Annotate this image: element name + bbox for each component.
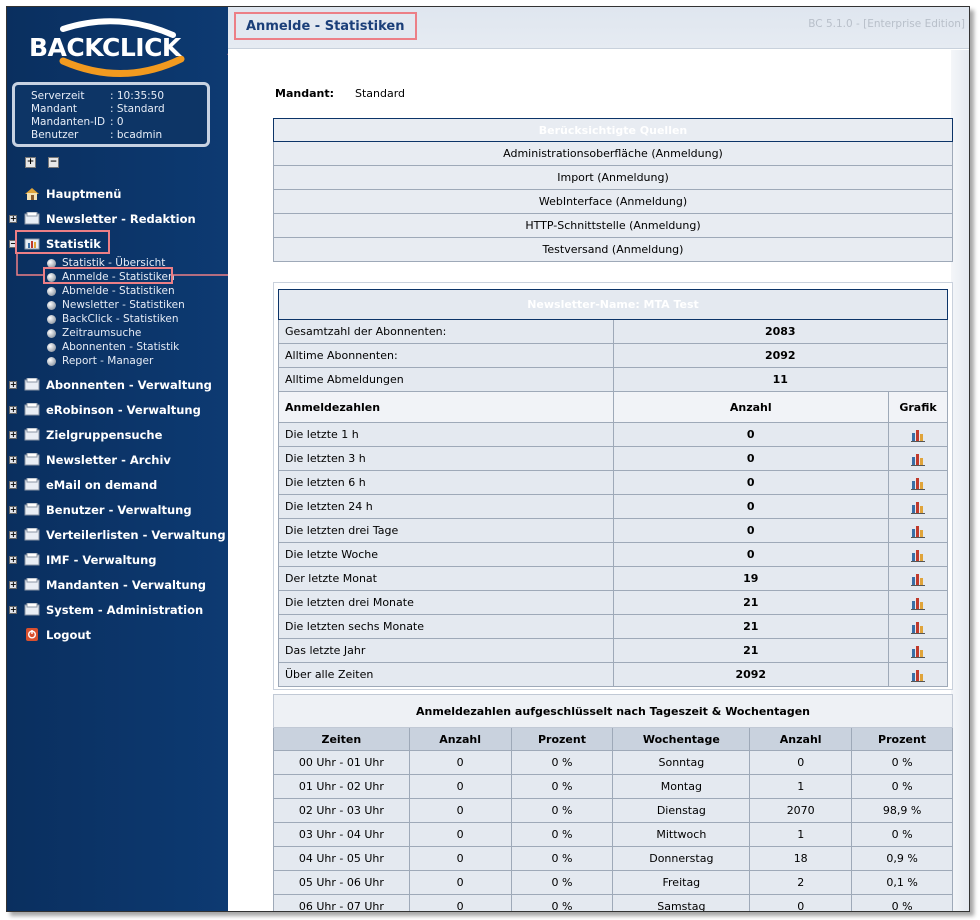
- chart-cell: [889, 519, 948, 543]
- anzahl-cell: 0: [409, 775, 511, 799]
- table-row: [274, 823, 953, 847]
- prozent-cell: 0 %: [511, 895, 613, 913]
- prozent-cell: 0 %: [511, 751, 613, 775]
- row-label: Der letzte Monat: [279, 567, 614, 591]
- nav-mandanten-verwaltung[interactable]: + Mandanten - Verwaltung: [10, 577, 207, 592]
- nav-erobinson-verwaltung[interactable]: + eRobinson - Verwaltung: [10, 402, 201, 417]
- mandant-info: [275, 87, 405, 100]
- table-row: [274, 871, 953, 895]
- bar-chart-icon[interactable]: [910, 500, 926, 514]
- nav-zielgruppensuche[interactable]: + Zielgruppensuche: [10, 427, 163, 442]
- prozent-cell: 0 %: [852, 823, 953, 847]
- anzahl-cell: 0: [409, 895, 511, 913]
- row-value: 21: [613, 615, 889, 639]
- main-content: [228, 7, 970, 912]
- zeit-cell: 02 Uhr - 03 Uhr: [274, 799, 410, 823]
- zeit-cell: 01 Uhr - 02 Uhr: [274, 775, 410, 799]
- row-label: Die letzten sechs Monate: [279, 615, 614, 639]
- tageszeit-title: Anmeldezahlen aufgeschlüsselt nach Tageszeit & Wochentagen: [274, 695, 953, 728]
- quellen-row: WebInterface (Anmeldung): [274, 190, 953, 214]
- folder-icon: [24, 528, 40, 541]
- col-header-grafik: Grafik: [889, 392, 948, 423]
- info-row-mandanten-id: Mandanten-ID : 0: [31, 116, 124, 128]
- statistik-submenu: [7, 256, 228, 368]
- table-row: [279, 663, 948, 687]
- newsletter-table: [278, 289, 948, 687]
- sidebar: [7, 7, 228, 912]
- top-bar: [228, 7, 970, 49]
- anzahl-cell: 0: [750, 895, 852, 913]
- tree-controls: [25, 157, 59, 168]
- folder-icon: [24, 403, 40, 416]
- tageszeit-rows: [274, 751, 953, 913]
- sub-zeitraumsuche[interactable]: Zeitraumsuche: [7, 326, 228, 340]
- row-value: 0: [613, 447, 889, 471]
- backclick-logo: [23, 17, 203, 79]
- nav-statistik[interactable]: − Statistik: [10, 236, 101, 251]
- col-header-anzahl: Anzahl: [750, 728, 852, 751]
- row-label: Die letzte 1 h: [279, 423, 614, 447]
- nav-abonnenten-verwaltung[interactable]: + Abonnenten - Verwaltung: [10, 377, 212, 392]
- chart-cell: [889, 591, 948, 615]
- zeit-cell: 04 Uhr - 05 Uhr: [274, 847, 410, 871]
- bullet-icon: [47, 259, 56, 268]
- chart-cell: [889, 615, 948, 639]
- prozent-cell: 0,9 %: [852, 847, 953, 871]
- collapse-all-button[interactable]: −: [49, 157, 58, 167]
- bullet-icon: [47, 287, 56, 296]
- row-label: Die letzten 3 h: [279, 447, 614, 471]
- nav-hauptmenu[interactable]: Hauptmenü: [7, 181, 228, 206]
- table-row: [279, 495, 948, 519]
- table-row: [279, 423, 948, 447]
- bar-chart-icon[interactable]: [910, 668, 926, 682]
- row-label: Die letzte Woche: [279, 543, 614, 567]
- nav-newsletter-archiv[interactable]: + Newsletter - Archiv: [10, 452, 171, 467]
- bullet-icon: [47, 329, 56, 338]
- folder-icon: [24, 503, 40, 516]
- expand-toggle-icon[interactable]: +: [10, 404, 17, 414]
- info-row-serverzeit: Serverzeit : 10:35:50: [31, 90, 165, 102]
- col-header-wochentage: Wochentage: [613, 728, 750, 751]
- table-row: [279, 519, 948, 543]
- prozent-cell: 0 %: [852, 775, 953, 799]
- table-row: [279, 471, 948, 495]
- bar-chart-icon[interactable]: [910, 548, 926, 562]
- prozent-cell: 0 %: [511, 823, 613, 847]
- version-label: BC 5.1.0 - [Enterprise Edition]: [808, 18, 965, 30]
- prozent-cell: 0 %: [852, 751, 953, 775]
- summary-row: Gesamtzahl der Abonnenten: 2083: [279, 320, 948, 344]
- tageszeit-header-row: [274, 728, 953, 751]
- expand-toggle-icon[interactable]: +: [10, 379, 17, 389]
- nav-imf-verwaltung[interactable]: + IMF - Verwaltung: [10, 552, 157, 567]
- expand-toggle-icon[interactable]: +: [10, 479, 17, 489]
- sub-anmelde-statistiken[interactable]: Anmelde - Statistiken: [7, 270, 228, 284]
- table-row: [279, 615, 948, 639]
- bullet-icon: [47, 357, 56, 366]
- anzahl-cell: 1: [750, 823, 852, 847]
- anzahl-cell: 0: [409, 823, 511, 847]
- nav-system-administration[interactable]: + System - Administration: [10, 602, 204, 617]
- row-value: 2092: [613, 663, 889, 687]
- expand-toggle-icon[interactable]: +: [10, 604, 17, 614]
- expand-toggle-icon[interactable]: +: [10, 429, 17, 439]
- folder-icon: [24, 603, 40, 616]
- chart-cell: [889, 471, 948, 495]
- chart-cell: [889, 423, 948, 447]
- folder-icon: [24, 478, 40, 491]
- wochentag-cell: Sonntag: [613, 751, 750, 775]
- expand-toggle-icon[interactable]: +: [10, 554, 17, 564]
- anzahl-cell: 0: [409, 847, 511, 871]
- logout-icon: [24, 628, 40, 641]
- chart-cell: [889, 447, 948, 471]
- row-label: Die letzten 6 h: [279, 471, 614, 495]
- folder-icon: [24, 453, 40, 466]
- info-row-mandant: Mandant : Standard: [31, 103, 165, 115]
- row-value: 19: [613, 567, 889, 591]
- anzahl-cell: 0: [409, 871, 511, 895]
- bar-chart-icon[interactable]: [910, 452, 926, 466]
- table-row: [274, 895, 953, 913]
- bar-chart-icon[interactable]: [910, 476, 926, 490]
- prozent-cell: 0,1 %: [852, 871, 953, 895]
- anzahl-cell: 0: [409, 751, 511, 775]
- row-value: 0: [613, 519, 889, 543]
- col-header-anmeldezahlen: Anmeldezahlen: [279, 392, 614, 423]
- expand-toggle-icon[interactable]: +: [10, 213, 17, 223]
- statistics-folder-icon: [24, 237, 40, 250]
- expand-all-button[interactable]: +: [26, 157, 35, 167]
- newsletter-panel: [273, 282, 953, 690]
- chart-cell: [889, 495, 948, 519]
- row-label: Über alle Zeiten: [279, 663, 614, 687]
- chart-cell: [889, 663, 948, 687]
- anzahl-cell: 0: [409, 799, 511, 823]
- bullet-icon: [47, 315, 56, 324]
- bar-chart-icon[interactable]: [910, 572, 926, 586]
- app-window: [6, 6, 970, 912]
- summary-row: Alltime Abmeldungen 11: [279, 368, 948, 392]
- wochentag-cell: Samstag: [613, 895, 750, 913]
- tageszeit-table: [273, 694, 953, 912]
- chart-cell: [889, 567, 948, 591]
- wochentag-cell: Dienstag: [613, 799, 750, 823]
- info-row-benutzer: Benutzer : bcadmin: [31, 129, 163, 141]
- table-row: [279, 543, 948, 567]
- expand-toggle-icon[interactable]: +: [10, 529, 17, 539]
- quellen-row: Import (Anmeldung): [274, 166, 953, 190]
- anzahl-cell: 2070: [750, 799, 852, 823]
- wochentag-cell: Mittwoch: [613, 823, 750, 847]
- table-row: [274, 751, 953, 775]
- sub-newsletter-statistiken[interactable]: Newsletter - Statistiken: [7, 298, 228, 312]
- bar-chart-icon[interactable]: [910, 524, 926, 538]
- bullet-icon: [47, 301, 56, 310]
- expand-toggle-icon[interactable]: +: [10, 454, 17, 464]
- zeit-cell: 06 Uhr - 07 Uhr: [274, 895, 410, 913]
- anzahl-cell: 0: [750, 751, 852, 775]
- sub-statistik-uebersicht[interactable]: Statistik - Übersicht: [7, 256, 228, 270]
- page-title: Anmelde - Statistiken: [234, 12, 417, 40]
- folder-icon: [24, 553, 40, 566]
- table-row: [279, 639, 948, 663]
- table-row: [279, 591, 948, 615]
- folder-icon: [24, 578, 40, 591]
- table-row: [274, 775, 953, 799]
- nav-verteilerlisten-verwaltung[interactable]: + Verteilerlisten - Verwaltung: [10, 527, 226, 542]
- sub-abonnenten-statistik[interactable]: Abonnenten - Statistik: [7, 340, 228, 354]
- newsletter-name-header: Newsletter-Name: MTA Test: [279, 290, 948, 320]
- nav-logout[interactable]: Logout: [7, 622, 228, 647]
- chart-cell: [889, 639, 948, 663]
- bar-chart-icon[interactable]: [910, 428, 926, 442]
- quellen-header: Berücksichtigte Quellen: [274, 119, 953, 142]
- folder-icon: [24, 428, 40, 441]
- bar-chart-icon[interactable]: [910, 644, 926, 658]
- table-row: [279, 447, 948, 471]
- sub-backclick-statistiken[interactable]: BackClick - Statistiken: [7, 312, 228, 326]
- prozent-cell: 0 %: [511, 775, 613, 799]
- col-header-zeiten: Zeiten: [274, 728, 410, 751]
- wochentag-cell: Montag: [613, 775, 750, 799]
- prozent-cell: 0 %: [511, 847, 613, 871]
- zeit-cell: 05 Uhr - 06 Uhr: [274, 871, 410, 895]
- row-value: 0: [613, 471, 889, 495]
- prozent-cell: 0 %: [852, 895, 953, 913]
- row-label: Die letzten drei Monate: [279, 591, 614, 615]
- row-label: Die letzten 24 h: [279, 495, 614, 519]
- row-value: 21: [613, 591, 889, 615]
- col-header-prozent: Prozent: [852, 728, 953, 751]
- nav-email-on-demand[interactable]: + eMail on demand: [10, 477, 158, 492]
- row-value: 21: [613, 639, 889, 663]
- row-value: 0: [613, 543, 889, 567]
- nav-newsletter-redaktion[interactable]: + Newsletter - Redaktion: [10, 211, 196, 226]
- sub-abmelde-statistiken[interactable]: Abmelde - Statistiken: [7, 284, 228, 298]
- session-info-box: [12, 82, 210, 147]
- table-row: [274, 847, 953, 871]
- wochentag-cell: Donnerstag: [613, 847, 750, 871]
- quellen-row: Administrationsoberfläche (Anmeldung): [274, 142, 953, 166]
- anzahl-cell: 2: [750, 871, 852, 895]
- nav-tree: [7, 181, 228, 647]
- row-value: 0: [613, 495, 889, 519]
- zeit-cell: 00 Uhr - 01 Uhr: [274, 751, 410, 775]
- quellen-row: Testversand (Anmeldung): [274, 238, 953, 262]
- mandant-label: Mandant:: [275, 87, 334, 100]
- bar-chart-icon[interactable]: [910, 620, 926, 634]
- nav-benutzer-verwaltung[interactable]: + Benutzer - Verwaltung: [10, 502, 192, 517]
- quellen-row: HTTP-Schnittstelle (Anmeldung): [274, 214, 953, 238]
- quellen-table: [273, 118, 953, 262]
- prozent-cell: 0 %: [511, 799, 613, 823]
- wochentag-cell: Freitag: [613, 871, 750, 895]
- anmeldezahlen-rows: [279, 423, 948, 687]
- folder-icon: [24, 212, 40, 225]
- col-header-anzahl: Anzahl: [409, 728, 511, 751]
- bullet-icon: [47, 343, 56, 352]
- chart-cell: [889, 543, 948, 567]
- mandant-value: Standard: [355, 87, 406, 100]
- anzahl-cell: 18: [750, 847, 852, 871]
- home-icon: [24, 187, 40, 200]
- bullet-icon: [47, 273, 56, 282]
- sub-report-manager[interactable]: Report - Manager: [7, 354, 228, 368]
- folder-icon: [24, 378, 40, 391]
- bar-chart-icon[interactable]: [910, 596, 926, 610]
- row-label: Das letzte Jahr: [279, 639, 614, 663]
- col-header-prozent: Prozent: [511, 728, 613, 751]
- prozent-cell: 0 %: [511, 871, 613, 895]
- row-label: Die letzten drei Tage: [279, 519, 614, 543]
- anmeldezahlen-header-row: [279, 392, 948, 423]
- expand-toggle-icon[interactable]: +: [10, 504, 17, 514]
- zeit-cell: 03 Uhr - 04 Uhr: [274, 823, 410, 847]
- col-header-anzahl: Anzahl: [613, 392, 889, 423]
- logo-text: BACKCLICK: [29, 33, 181, 62]
- table-row: [274, 799, 953, 823]
- summary-row: Alltime Abonnenten: 2092: [279, 344, 948, 368]
- right-gradient-strip: [951, 50, 970, 912]
- prozent-cell: 98,9 %: [852, 799, 953, 823]
- table-row: [279, 567, 948, 591]
- expand-toggle-icon[interactable]: +: [10, 579, 17, 589]
- anzahl-cell: 1: [750, 775, 852, 799]
- collapse-toggle-icon[interactable]: −: [10, 238, 17, 248]
- row-value: 0: [613, 423, 889, 447]
